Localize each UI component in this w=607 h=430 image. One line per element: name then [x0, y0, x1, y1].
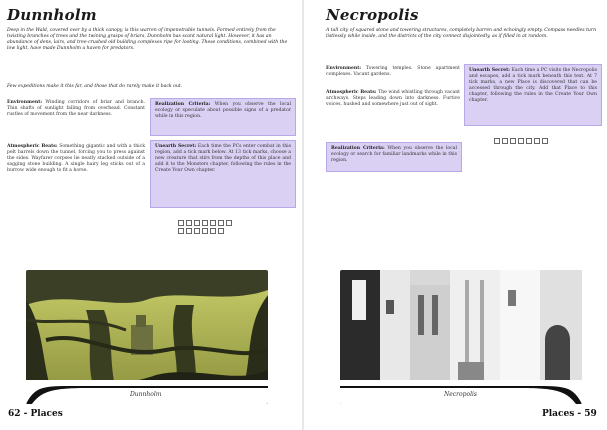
tick-box: [502, 138, 508, 144]
unearth-secret-box: [464, 64, 602, 126]
atmospheric-text: The wind whistling through vacant archways. Steps leading down into darkness. Furtive voices, hushed and somewhere just out of sight.: [326, 90, 461, 108]
realization-label: Realization Criteria:: [331, 146, 385, 151]
tick-box: [178, 220, 184, 226]
intro-text: Deep in the Wald, covered over by a thick canopy, is this warren of impenetrable tunnels. Formed entirely from the twisting branches of trees and the twining grasps of briars, Dunnholm has scant natural light. However, it has an abundance of dens, lairs, and tree-crushed old building complexes ripe for looting. These conditions, combined with the low light, have made Dunnholm a haven for predators.: [7, 28, 288, 52]
tick-tracker: [178, 220, 236, 234]
tick-box: [534, 138, 540, 144]
atmospheric-label: Atmospheric Beats:: [326, 90, 377, 95]
tick-box: [202, 228, 208, 234]
image-caption: Necropolis: [444, 391, 478, 398]
unearth-text: Each time the PCs enter combat in this region, add a tick mark below. At 13 tick marks, choose a new creature that stirs from the depths of this place and add it to the Monsters chapter, following the rules in the Create Your Own chapter.: [155, 144, 291, 174]
environment-text: Towering temples. Stone apartment complexes. Vacant gardens.: [326, 66, 460, 78]
tick-box: [186, 228, 192, 234]
tick-box: [194, 220, 200, 226]
tick-box: [218, 228, 224, 234]
right-page: [304, 0, 607, 430]
page-title: Dunnholm: [7, 6, 97, 24]
tick-box: [186, 220, 192, 226]
tick-box: [226, 220, 232, 226]
necropolis-illustration: [340, 270, 582, 404]
page-title: Necropolis: [326, 6, 419, 24]
atmospheric-text: Something gigantic and with a thick pelt barrels down the tunnel, forcing you to press against the sides. Wayfarer corpses lie neatly stacked outside of a sagging stone building. A single hairy leg sticks out of a burrow wide enough to fit a horse.: [7, 144, 145, 174]
intro-note: Few expeditions make it this far, and those that do rarely make it back out.: [7, 84, 183, 89]
unearth-secret-box: [150, 140, 296, 208]
tick-box: [518, 138, 524, 144]
image-caption: Dunnholm: [130, 391, 162, 398]
realization-text: When you observe the local ecology or search for familiar landmarks while in this region.: [331, 146, 457, 164]
atmospheric-paragraph: [7, 144, 145, 174]
tick-box: [494, 138, 500, 144]
caption-swoosh: [26, 374, 268, 404]
intro-text: A tall city of squared stone and towering structures, completely barren and echoingly empty. Compass needles turn listlessly while inside, and the districts of the city connect disjointedly, as if filled in at random.: [326, 28, 597, 40]
unearth-label: Unearth Secret:: [469, 68, 510, 73]
caption-swoosh: [340, 374, 582, 404]
tick-box: [194, 228, 200, 234]
realization-criteria-box: [150, 98, 296, 136]
tick-box: [210, 220, 216, 226]
environment-paragraph: [326, 66, 460, 78]
realization-text: When you observe the local ecology or speculate about possible signs of a predator while in this region.: [155, 102, 291, 120]
tick-box: [510, 138, 516, 144]
environment-text: Winding corridors of briar and branch. Thin shafts of sunlight falling from overhead. Constant rustles of movement from the near darkness.: [7, 100, 145, 118]
tick-box: [202, 220, 208, 226]
dunnholm-illustration: [26, 270, 268, 404]
atmospheric-paragraph: [326, 90, 460, 108]
page-number-left: 62 - Places: [8, 409, 63, 419]
environment-paragraph: [7, 100, 145, 118]
tick-box: [218, 220, 224, 226]
atmospheric-label: Atmospheric Beats:: [7, 144, 58, 149]
tick-box: [178, 228, 184, 234]
tick-box: [210, 228, 216, 234]
unearth-text: Each time a PC visits the Necropolis and escapes, add a tick mark beneath this text. At 7 tick marks, a new Place is discovered that can be accessed through the city. Add that Place to this chapter, following the rules in the Create Your Own chapter.: [469, 68, 597, 104]
tick-tracker: [494, 138, 564, 144]
environment-label: Environment:: [326, 66, 362, 71]
left-page: [0, 0, 303, 430]
tick-box: [542, 138, 548, 144]
tick-box: [526, 138, 532, 144]
realization-label: Realization Criteria:: [155, 102, 211, 107]
environment-label: Environment:: [7, 100, 43, 105]
unearth-label: Unearth Secret:: [155, 144, 197, 149]
page-number-right: Places - 59: [542, 409, 597, 419]
realization-criteria-box: [326, 142, 462, 172]
